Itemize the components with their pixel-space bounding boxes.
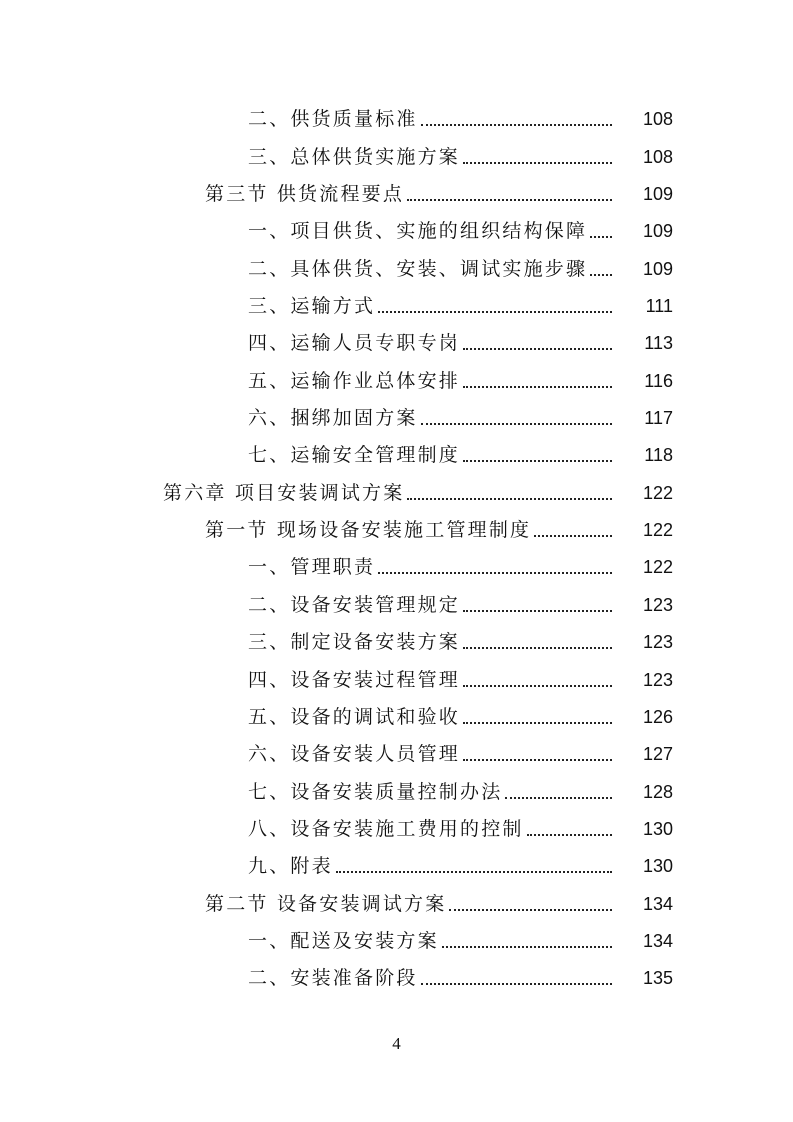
- dot-leader: [505, 797, 612, 799]
- toc-entry[interactable]: [0, 512, 793, 549]
- toc-entry-page: 123: [642, 669, 673, 690]
- toc-entry-page: 122: [642, 482, 673, 503]
- toc-entry-title: 七、设备安装质量控制办法: [248, 780, 503, 803]
- toc-entry[interactable]: [0, 586, 793, 623]
- toc-entry-title: 第六章 项目安装调试方案: [163, 481, 405, 504]
- toc-entry-page: 118: [644, 445, 673, 466]
- toc-entry-page: 128: [642, 781, 673, 802]
- toc-entry[interactable]: [0, 549, 793, 586]
- toc-entry-page: 109: [642, 184, 673, 205]
- toc-entry[interactable]: [0, 474, 793, 511]
- toc-entry-title: 七、运输安全管理制度: [248, 444, 461, 467]
- dot-leader: [463, 759, 612, 761]
- toc-entry[interactable]: [0, 213, 793, 250]
- dot-leader: [378, 311, 612, 313]
- toc-entry-page: 135: [642, 968, 673, 989]
- toc-entry-page: 108: [642, 109, 673, 130]
- toc-entry-page: 127: [642, 744, 673, 765]
- toc-entry-title: 九、附表: [248, 855, 333, 878]
- dot-leader: [421, 124, 612, 126]
- toc-entry-page: 134: [642, 930, 673, 951]
- dot-leader: [442, 946, 612, 948]
- toc-entry-page: 134: [642, 893, 673, 914]
- dot-leader: [590, 274, 612, 276]
- dot-leader: [421, 423, 612, 425]
- toc-entry[interactable]: [0, 176, 793, 213]
- toc-entry-page: 111: [645, 296, 673, 317]
- toc-entry[interactable]: [0, 848, 793, 885]
- toc-entry[interactable]: [0, 885, 793, 922]
- toc-entry-page: 117: [644, 408, 673, 429]
- toc-entry-page: 109: [642, 258, 673, 279]
- dot-leader: [527, 834, 612, 836]
- toc-entry-title: 三、总体供货实施方案: [248, 145, 461, 168]
- toc-entry-title: 五、设备的调试和验收: [248, 705, 461, 728]
- dot-leader: [463, 386, 612, 388]
- dot-leader: [463, 647, 612, 649]
- toc-entry[interactable]: [0, 400, 793, 437]
- dot-leader: [463, 162, 612, 164]
- toc-entry-title: 四、运输人员专职专岗: [248, 332, 461, 355]
- toc-entry-title: 二、具体供货、安装、调试实施步骤: [248, 257, 588, 280]
- toc-entry-page: 122: [642, 520, 673, 541]
- dot-leader: [463, 460, 612, 462]
- toc-entry-title: 第三节 供货流程要点: [205, 183, 405, 206]
- toc-entry-title: 二、安装准备阶段: [248, 967, 418, 990]
- dot-leader: [463, 722, 612, 724]
- toc-entry[interactable]: [0, 288, 793, 325]
- toc-entry-title: 二、供货质量标准: [248, 108, 418, 131]
- toc-entry-title: 八、设备安装施工费用的控制: [248, 817, 524, 840]
- table-of-contents: [0, 101, 793, 997]
- toc-entry-title: 一、配送及安装方案: [248, 929, 439, 952]
- toc-entry-title: 第一节 现场设备安装施工管理制度: [205, 519, 532, 542]
- toc-entry[interactable]: [0, 362, 793, 399]
- dot-leader: [407, 498, 612, 500]
- dot-leader: [421, 983, 612, 985]
- toc-entry[interactable]: [0, 923, 793, 960]
- toc-entry-title: 一、项目供货、实施的组织结构保障: [248, 220, 588, 243]
- toc-entry-title: 二、设备安装管理规定: [248, 593, 461, 616]
- toc-entry-page: 126: [642, 706, 673, 727]
- toc-entry[interactable]: [0, 661, 793, 698]
- dot-leader: [449, 909, 612, 911]
- toc-entry-page: 116: [644, 370, 673, 391]
- toc-entry[interactable]: [0, 960, 793, 997]
- toc-entry[interactable]: [0, 101, 793, 138]
- toc-entry-title: 四、设备安装过程管理: [248, 668, 461, 691]
- dot-leader: [463, 685, 612, 687]
- dot-leader: [590, 236, 612, 238]
- dot-leader: [534, 535, 612, 537]
- toc-entry[interactable]: [0, 325, 793, 362]
- toc-entry[interactable]: [0, 624, 793, 661]
- toc-entry-title: 三、制定设备安装方案: [248, 631, 461, 654]
- toc-entry-page: 123: [642, 632, 673, 653]
- toc-entry-title: 一、管理职责: [248, 556, 376, 579]
- toc-entry[interactable]: [0, 773, 793, 810]
- toc-entry[interactable]: [0, 437, 793, 474]
- toc-entry-title: 六、设备安装人员管理: [248, 743, 461, 766]
- dot-leader: [407, 199, 612, 201]
- toc-entry[interactable]: [0, 250, 793, 287]
- toc-entry-page: 130: [642, 856, 673, 877]
- dot-leader: [463, 610, 612, 612]
- toc-entry-title: 第二节 设备安装调试方案: [205, 892, 447, 915]
- toc-entry[interactable]: [0, 811, 793, 848]
- dot-leader: [336, 871, 612, 873]
- toc-entry[interactable]: [0, 699, 793, 736]
- page-number: 4: [392, 1034, 401, 1053]
- toc-entry-title: 五、运输作业总体安排: [248, 369, 461, 392]
- toc-entry-page: 130: [642, 818, 673, 839]
- toc-entry-page: 122: [642, 557, 673, 578]
- toc-entry[interactable]: [0, 138, 793, 175]
- toc-entry-title: 三、运输方式: [248, 295, 376, 318]
- dot-leader: [378, 572, 612, 574]
- toc-entry-page: 109: [642, 221, 673, 242]
- toc-entry-page: 123: [642, 594, 673, 615]
- toc-entry-page: 113: [644, 333, 673, 354]
- toc-entry[interactable]: [0, 736, 793, 773]
- toc-entry-page: 108: [642, 146, 673, 167]
- dot-leader: [463, 348, 612, 350]
- toc-entry-title: 六、捆绑加固方案: [248, 407, 418, 430]
